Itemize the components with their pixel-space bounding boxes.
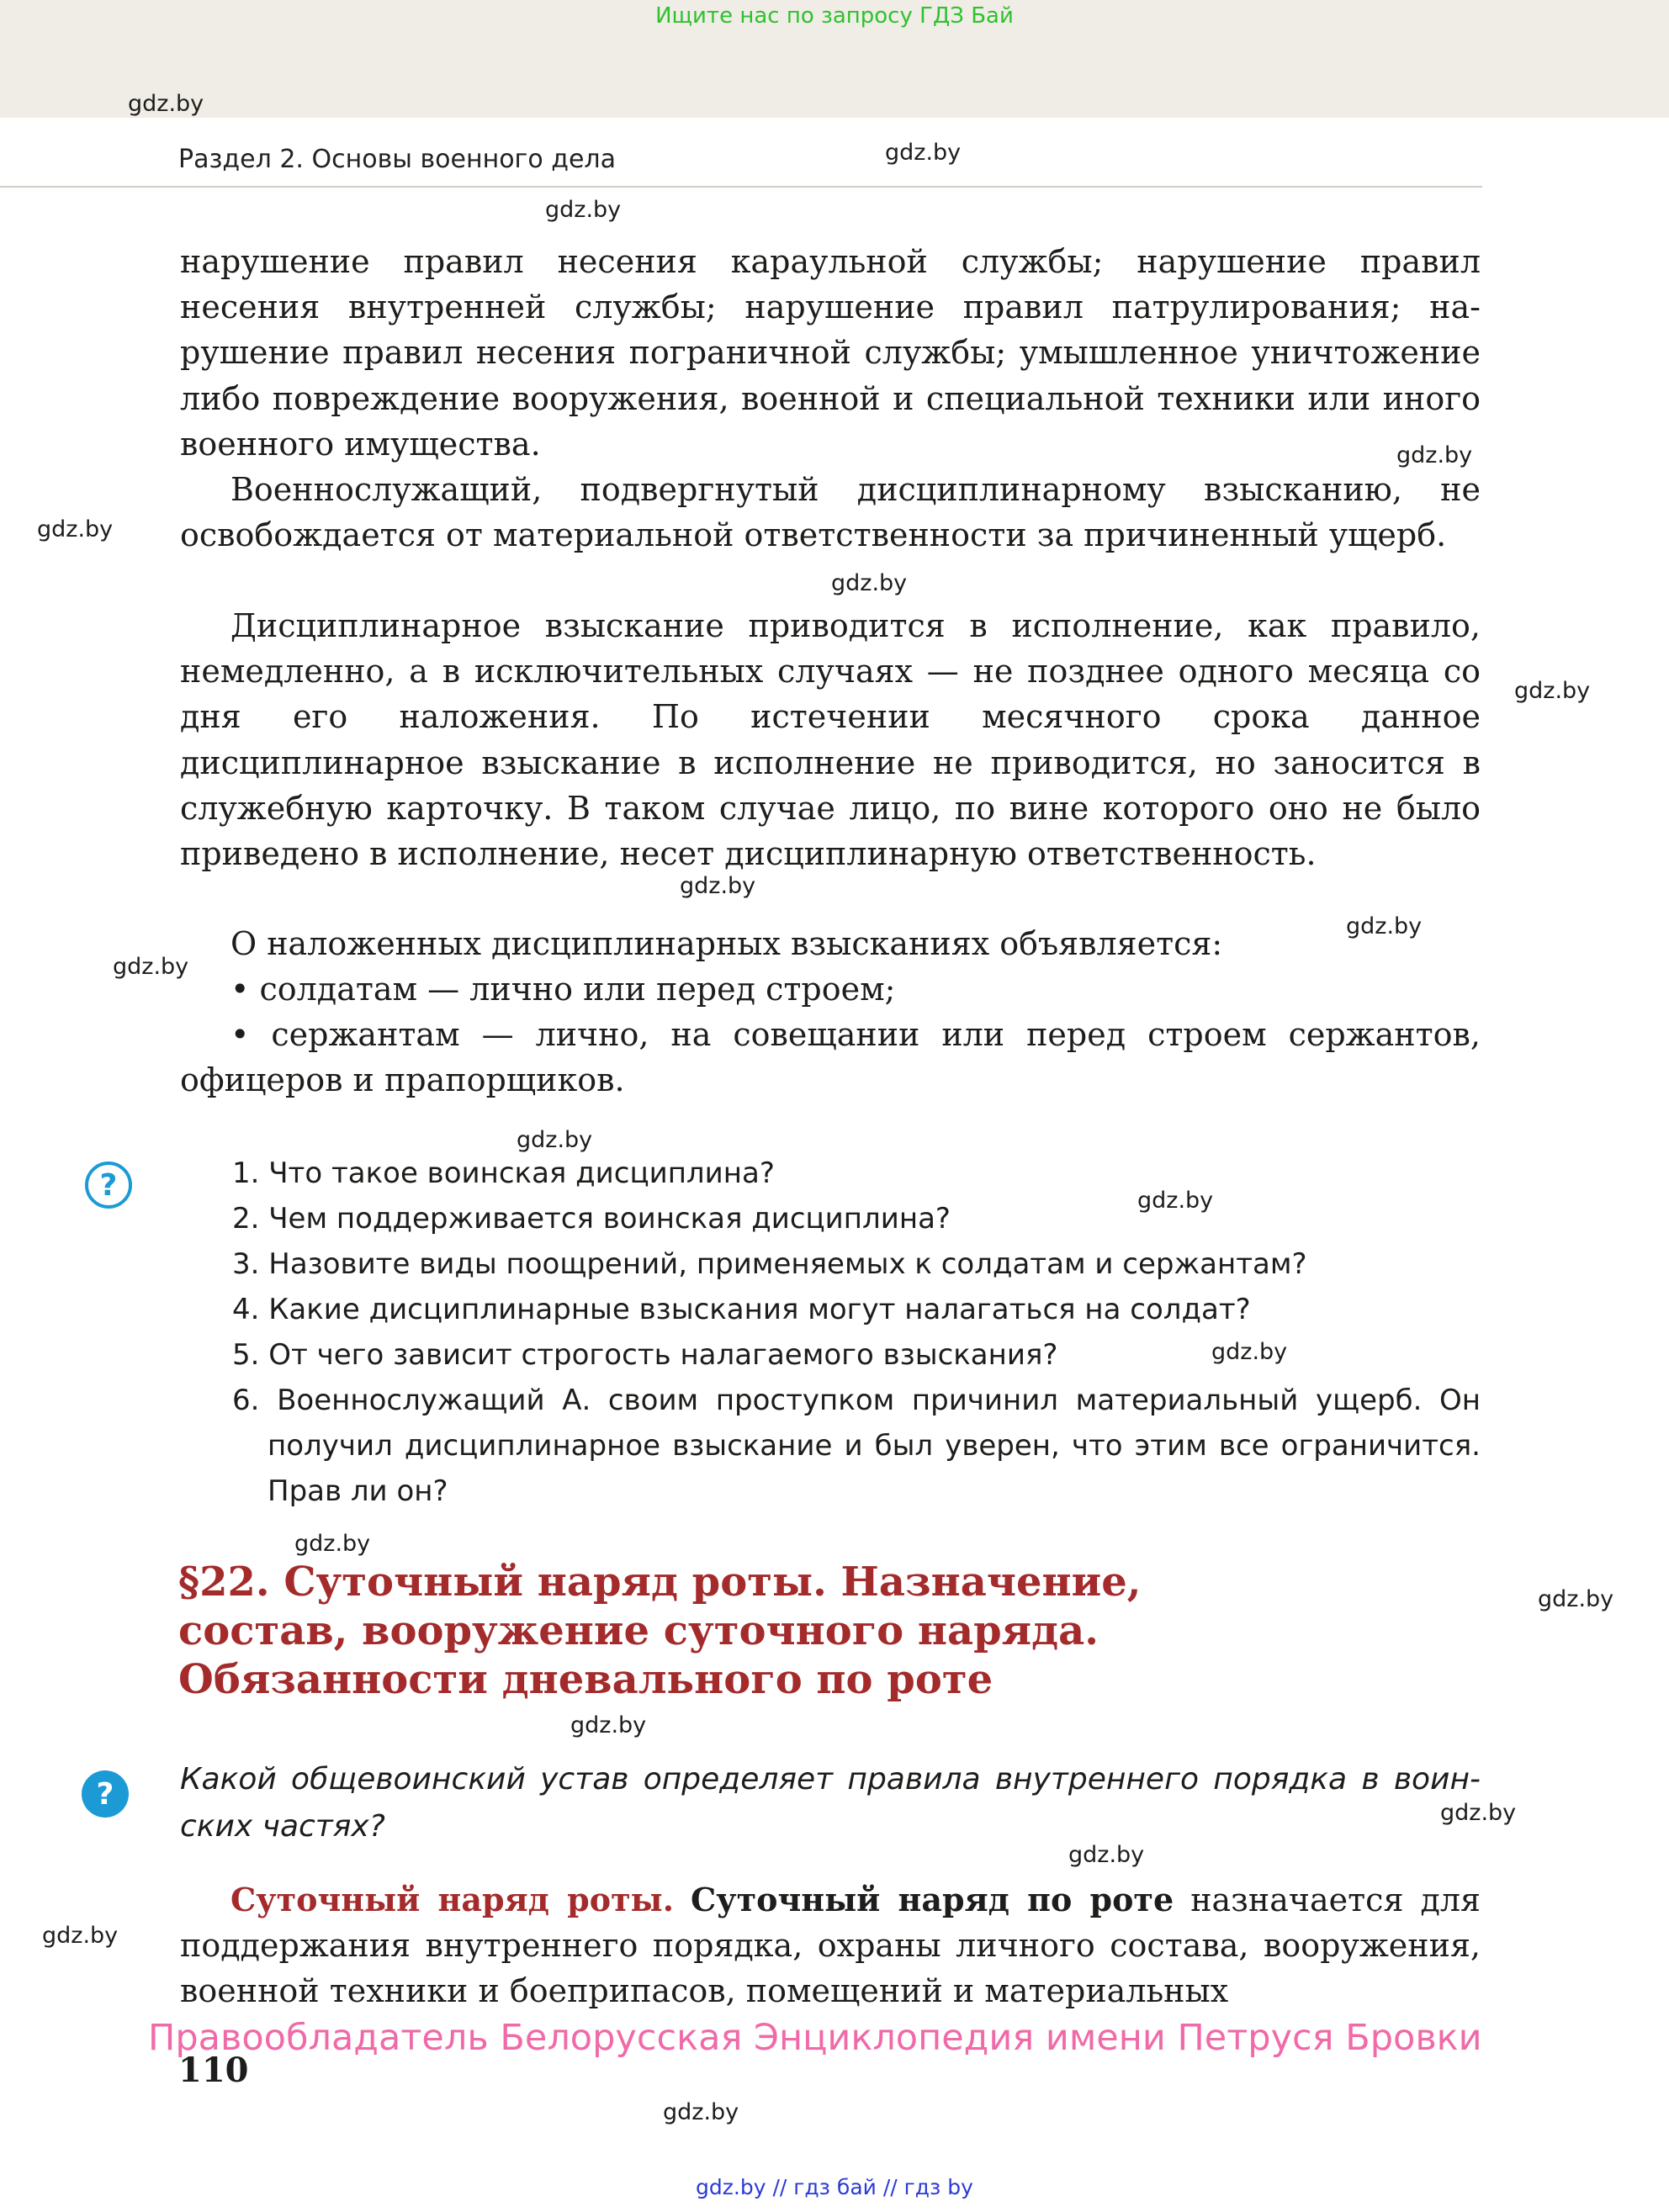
watermark: gdz.by: [37, 516, 114, 542]
top-banner[interactable]: Ищите нас по запросу ГДЗ Бай: [655, 3, 1014, 29]
header-divider: [0, 186, 1482, 188]
page-header-title: Раздел 2. Основы военного дела: [178, 145, 616, 174]
question-item: 5. От чего зависит строгость налагаемого взыскания?: [232, 1338, 1058, 1372]
watermark: gdz.by: [680, 873, 756, 899]
page-number: 110: [178, 2051, 249, 2090]
paragraph: Дисциплинарное взыскание приводится в исполнение, как правило, немедленно, а в исключительных случаях — не позднее одного месяца со дня его наложения. По истечении месячного срока данное дисциплинарное взыскание в исполнение не приводится, но заносится в служебную карточку. В таком случае лицо, по вине которого оно не было приведено в исполнение, несет дисциплинарную ответственность.: [180, 607, 1481, 873]
bullet-item: • солдатам — лично или перед строем;: [230, 971, 896, 1008]
watermark: gdz.by: [1211, 1339, 1288, 1365]
watermark: gdz.by: [1538, 1586, 1614, 1612]
question-item: 4. Какие дисциплинарные взыскания могут налагаться на солдат?: [232, 1293, 1251, 1326]
watermark: gdz.by: [1440, 1800, 1517, 1826]
watermark: gdz.by: [545, 197, 622, 223]
paragraph: Военнослужащий, подвергнутый дисциплинарному взысканию, не освобождается от материальной ответственности за причиненный ущерб.: [180, 471, 1481, 554]
svg-text:?: ?: [96, 1777, 114, 1812]
watermark: gdz.by: [570, 1712, 647, 1738]
watermark: gdz.by: [1068, 1842, 1145, 1868]
watermark: gdz.by: [517, 1127, 593, 1153]
question-item: 6. Военнослужащий А. своим проступком причинил материальный ущерб. Он получил дисциплинарное взыскание и был уверен, что этим все ограничится. Прав ли он?: [232, 1384, 1481, 1508]
section-title-line: Обязанности дневального по роте: [178, 1656, 993, 1703]
watermark: gdz.by: [1514, 678, 1591, 704]
review-questions: [232, 1151, 1481, 1514]
question-icon: [81, 1770, 130, 1818]
watermark: gdz.by: [831, 570, 908, 596]
watermark: gdz.by: [1137, 1188, 1214, 1214]
question-item: 2. Чем поддерживается воинская дисциплина?: [232, 1202, 951, 1236]
lead-heading: Суточный наряд роты.: [230, 1881, 674, 1918]
watermark: gdz.by: [1396, 442, 1473, 468]
watermark: gdz.by: [885, 140, 962, 166]
watermark: gdz.by: [128, 91, 204, 117]
watermark: gdz.by: [294, 1531, 371, 1557]
paragraph: [180, 1877, 1481, 2014]
question-item: 1. Что такое воинская дисциплина?: [232, 1156, 775, 1190]
rights-holder-notice: Правообладатель Белорусская Энциклопедия имени Петруся Бровки: [148, 2017, 1482, 2059]
paragraph: нарушение правил несения караульной службы; нарушение правил несения внутренней службы; нарушение правил патрулирования; нарушение правил несения пограничной службы; умышленное уничтожение либо повреждение вооружения, военной и специальной техники или иного военного имущества.: [180, 243, 1481, 463]
watermark: gdz.by: [113, 954, 189, 980]
svg-text:?: ?: [99, 1168, 118, 1203]
section-title-line: состав, вооружение суточного наряда.: [178, 1607, 1099, 1654]
question-icon: [84, 1161, 133, 1209]
bottom-links[interactable]: gdz.by // гдз бай // гдз by: [696, 2175, 973, 2199]
section-title: [178, 1558, 1188, 1704]
section-title-line: §22. Суточный наряд роты. Назначение,: [178, 1558, 1142, 1606]
bullet-item: • сержантам — лично, на совещании или перед строем сержантов, офицеров и прапорщиков.: [180, 1016, 1481, 1099]
watermark: gdz.by: [42, 1923, 119, 1949]
intro-question: Какой общевоинский устав определяет правила внутреннего порядка в воинских частях?: [180, 1762, 1481, 1844]
watermark: gdz.by: [1346, 913, 1423, 939]
watermark: gdz.by: [663, 2099, 739, 2125]
paragraph: О наложенных дисциплинарных взысканиях объявляется:: [230, 925, 1223, 962]
paragraph-text: назначается для поддержания внутреннего порядка, охраны личного состава, вооружения, военной техники и боеприпасов, помещений и материальных: [180, 1881, 1481, 2010]
question-item: 3. Назовите виды поощрений, применяемых к солдатам и сержантам?: [232, 1247, 1307, 1281]
bold-term: Суточный наряд по роте: [691, 1881, 1174, 1918]
